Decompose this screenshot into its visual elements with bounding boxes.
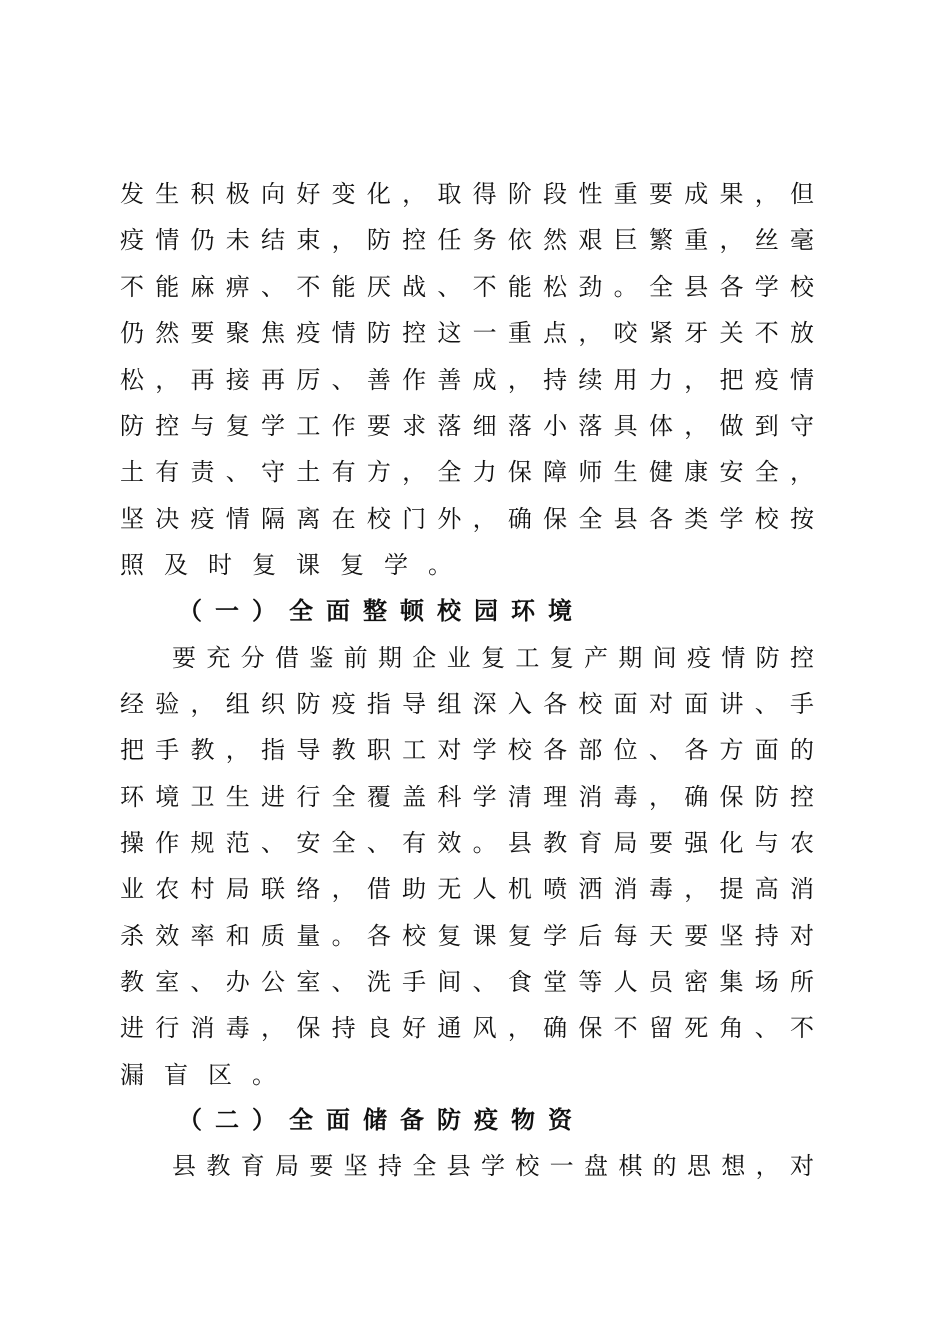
body-line: 县教育局要坚持全县学校一盘棋的思想，对 [172, 1152, 814, 1180]
body-line: 教室、办公室、洗手间、食堂等人员密集场所 [120, 968, 814, 996]
body-line: 要充分借鉴前期企业复工复产期间疫情防控 [172, 644, 814, 672]
section-heading-2: （二）全面储备防疫物资 [178, 1106, 585, 1134]
body-line: 进行消毒，保持良好通风，确保不留死角、不 [120, 1014, 814, 1042]
body-line: 业农村局联络，借助无人机喷洒消毒，提高消 [120, 875, 814, 903]
body-line: 土有责、守土有方，全力保障师生健康安全， [120, 458, 814, 486]
body-line: 仍然要聚焦疫情防控这一重点，咬紧牙关不放 [120, 319, 814, 347]
body-line: 坚决疫情隔离在校门外，确保全县各类学校按 [120, 505, 814, 533]
body-line: 不能麻痹、不能厌战、不能松劲。全县各学校 [120, 273, 814, 301]
body-line: 环境卫生进行全覆盖科学清理消毒，确保防控 [120, 783, 814, 811]
body-line: 松，再接再厉、善作善成，持续用力，把疫情 [120, 366, 814, 394]
body-line: 发生积极向好变化，取得阶段性重要成果，但 [120, 180, 814, 208]
section-heading-1: （一）全面整顿校园环境 [178, 597, 585, 625]
body-line: 经验，组织防疫指导组深入各校面对面讲、手 [120, 690, 814, 718]
body-line: 把手教，指导教职工对学校各部位、各方面的 [120, 736, 814, 764]
body-line: 操作规范、安全、有效。县教育局要强化与农 [120, 829, 814, 857]
body-line: 疫情仍未结束，防控任务依然艰巨繁重，丝毫 [120, 226, 814, 254]
body-line: 漏盲区。 [120, 1061, 296, 1089]
body-line: 照及时复课复学。 [120, 551, 472, 579]
body-line: 防控与复学工作要求落细落小落具体，做到守 [120, 412, 814, 440]
body-line: 杀效率和质量。各校复课复学后每天要坚持对 [120, 922, 814, 950]
